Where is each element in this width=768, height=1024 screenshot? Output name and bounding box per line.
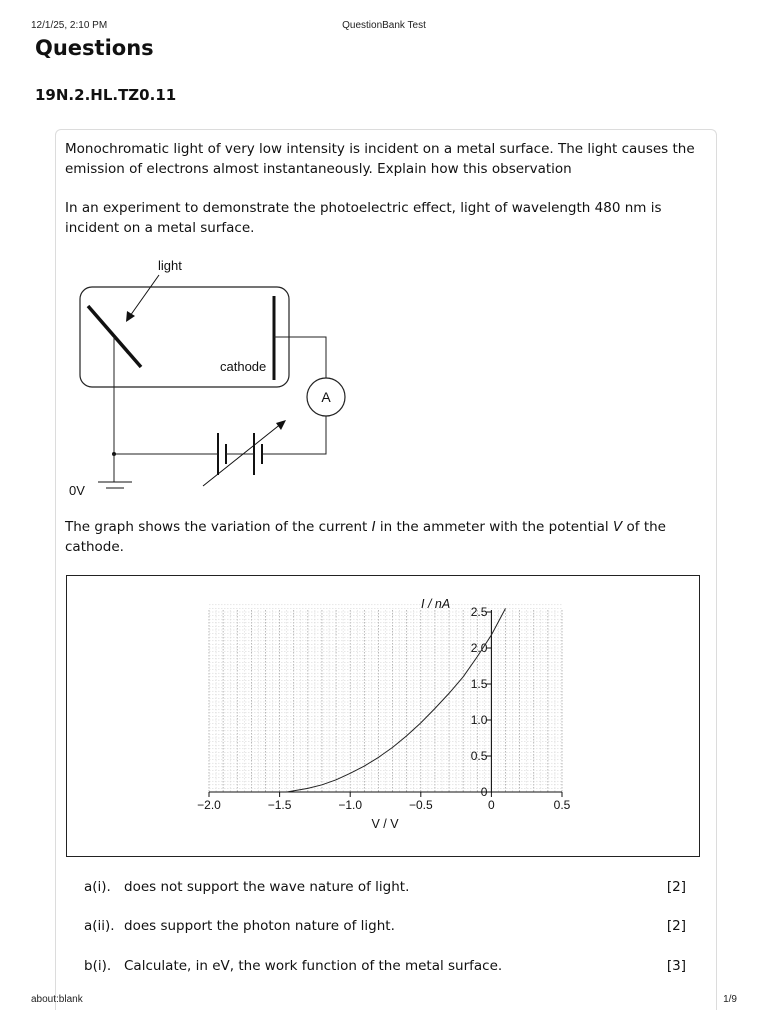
graph-grid: [209, 605, 562, 792]
question-part: [84, 917, 686, 935]
wire-ammeter-battery: [262, 416, 326, 454]
part-text: Calculate, in eV, the work function of the metal surface.: [124, 958, 503, 974]
light-label: light: [158, 258, 182, 273]
print-url: about:blank: [31, 994, 83, 1005]
print-timestamp: 12/1/25, 2:10 PM: [31, 20, 108, 31]
iv-graph-frame: [66, 575, 700, 857]
part-label: b(i).: [84, 958, 112, 974]
experiment-description: In an experiment to demonstrate the photoelectric effect, light of wavelength 480 nm is incident on a metal surface.: [65, 200, 662, 236]
y-tick-label: 2.0: [470, 641, 488, 655]
ground-symbol: [98, 482, 132, 488]
x-tick-label: −0.5: [408, 798, 433, 812]
iv-graph: [67, 576, 699, 856]
variable-battery: [203, 420, 286, 486]
y-tick-label: 1.5: [470, 677, 488, 691]
y-tick-label: 0: [480, 785, 488, 799]
y-tick-label: 2.5: [470, 605, 488, 619]
wire-cathode-ammeter: [274, 337, 326, 380]
question-intro: Monochromatic light of very low intensity is incident on a metal surface. The light causes the emission of electrons almost instantaneously. Explain how this observation: [65, 141, 695, 177]
part-marks: [2]: [666, 918, 686, 934]
part-label: a(i).: [84, 879, 111, 895]
y-axis-label: I / nA: [421, 597, 451, 611]
page-title: Questions: [35, 36, 154, 60]
part-text: does not support the wave nature of light.: [124, 879, 410, 895]
y-tick-label: 0.5: [470, 749, 488, 763]
question-part: [84, 957, 686, 975]
part-text: does support the photon nature of light.: [124, 918, 395, 934]
x-tick-label: −2.0: [197, 798, 221, 812]
part-marks: [2]: [666, 879, 686, 895]
light-arrow: [126, 275, 159, 322]
graph-description: The graph shows the variation of the current I in the ammeter with the potential V of the cathode.: [65, 519, 666, 555]
x-tick-label: −1.5: [267, 798, 292, 812]
x-axis-label: V / V: [371, 817, 399, 831]
x-tick-label: −1.0: [338, 798, 363, 812]
part-marks: [3]: [666, 958, 686, 974]
question-part: [84, 878, 686, 896]
cathode-label: cathode: [220, 359, 267, 374]
ground-label: 0V: [69, 483, 85, 498]
part-label: a(ii).: [84, 918, 115, 934]
iv-curve: [287, 608, 506, 792]
question-code: 19N.2.HL.TZ0.11: [35, 86, 177, 104]
ammeter-label: A: [321, 389, 331, 405]
print-page-number: 1/9: [723, 994, 737, 1005]
x-tick-label: 0: [488, 798, 495, 812]
y-tick-label: 1.0: [470, 713, 488, 727]
graph-curve: [287, 608, 506, 792]
x-tick-label: 0.5: [553, 798, 571, 812]
print-tab-title: QuestionBank Test: [342, 20, 426, 31]
photoelectric-circuit-diagram: [60, 250, 360, 498]
